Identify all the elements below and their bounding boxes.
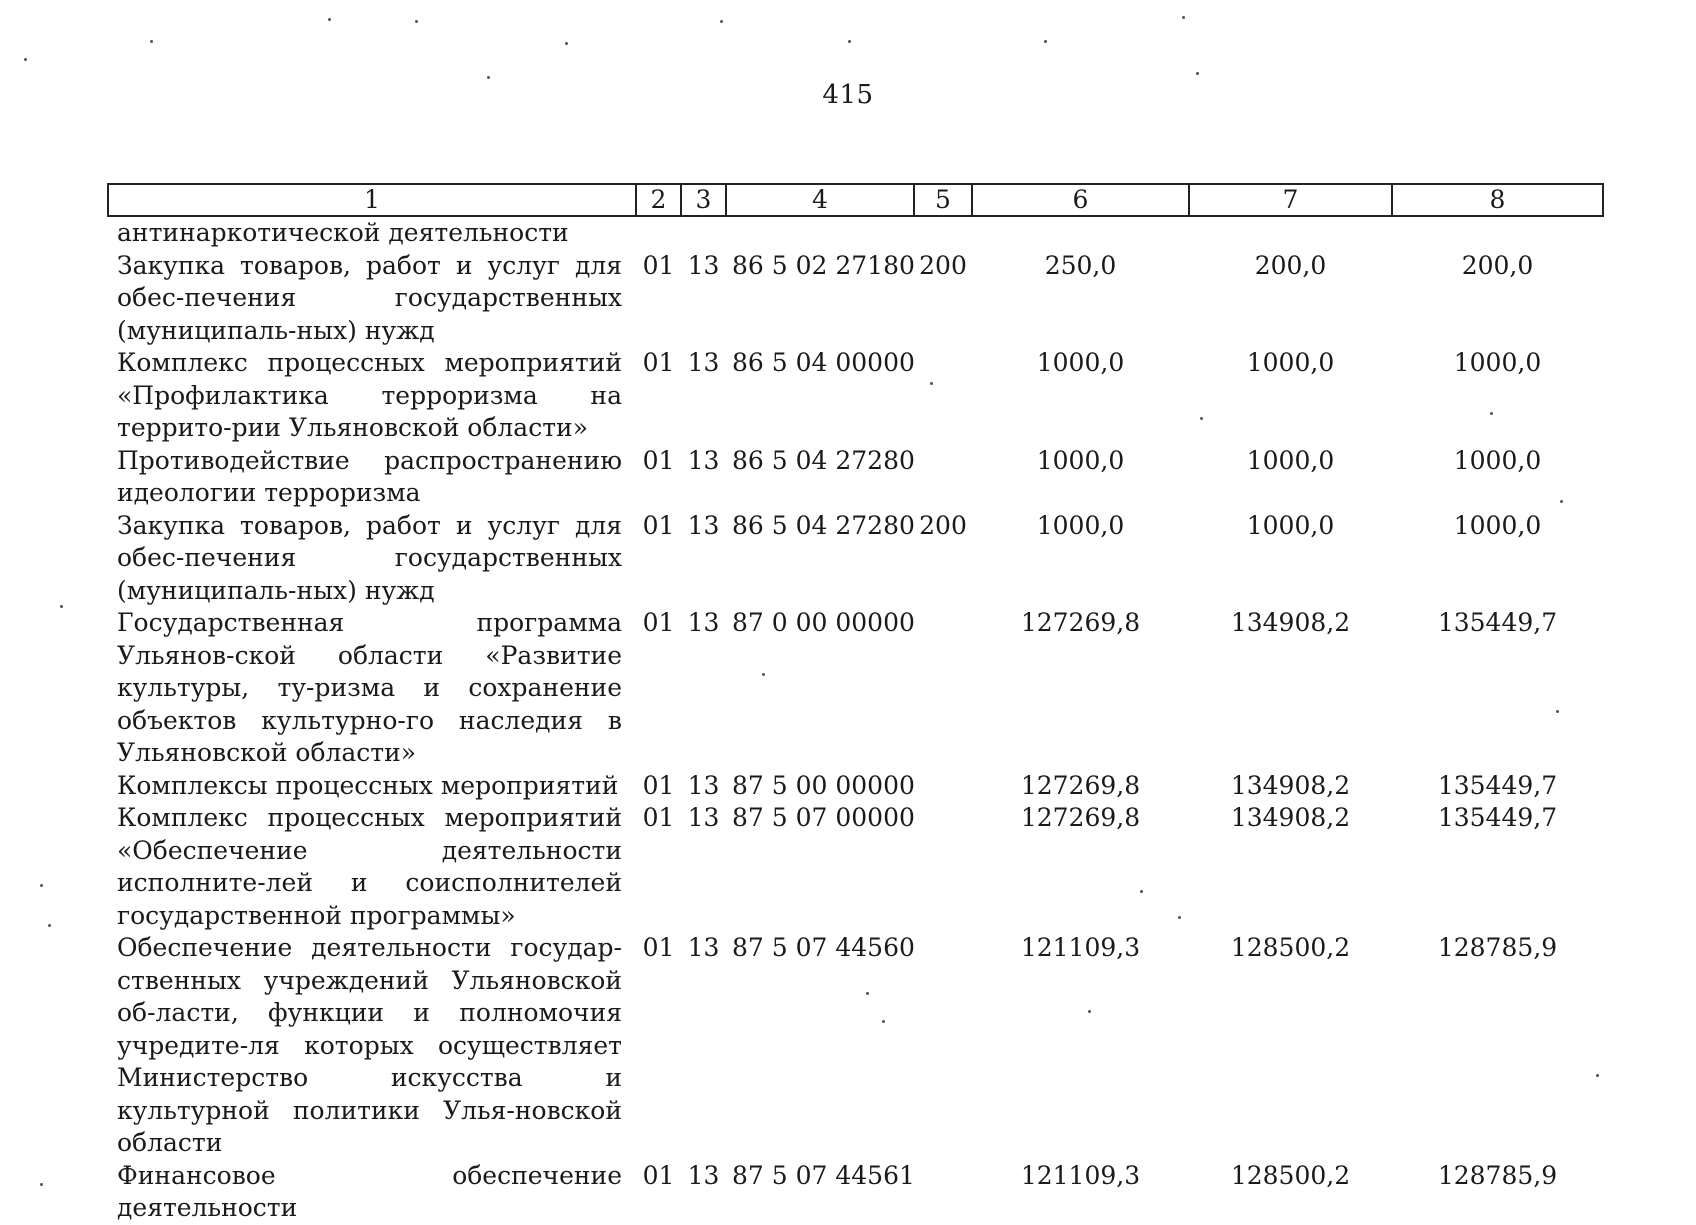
row-subsection: 13 xyxy=(687,933,720,962)
row-value-6: 127269,8 xyxy=(1020,803,1141,832)
scan-speck xyxy=(415,20,418,23)
row-value-6: 1000,0 xyxy=(1036,348,1125,377)
page-number: 415 xyxy=(822,80,874,110)
scan-speck xyxy=(1140,890,1143,893)
row-value-7: 1000,0 xyxy=(1246,348,1335,377)
scan-speck xyxy=(1200,417,1203,420)
table-row xyxy=(108,347,1603,445)
row-value-7: 128500,2 xyxy=(1230,933,1351,962)
row-subsection: 13 xyxy=(687,510,720,540)
row-expense-type xyxy=(914,607,972,770)
scan-speck xyxy=(24,58,27,61)
scan-speck xyxy=(1088,1010,1091,1013)
row-value-8: 135449,7 xyxy=(1437,770,1558,800)
row-value-7: 134908,2 xyxy=(1230,608,1351,637)
scan-speck xyxy=(1178,916,1181,919)
row-value-8: 135449,7 xyxy=(1437,608,1558,637)
table-row xyxy=(108,802,1603,932)
row-name: Комплексы процессных мероприятий xyxy=(117,770,619,800)
row-target-code xyxy=(726,216,914,250)
row-expense-type: 200 xyxy=(919,250,967,280)
scan-speck xyxy=(1596,1074,1599,1077)
scan-speck xyxy=(1556,710,1559,713)
row-subsection: 13 xyxy=(687,445,720,475)
row-expense-type xyxy=(914,1160,972,1225)
scan-speck xyxy=(565,42,568,45)
scan-speck xyxy=(720,20,723,23)
row-target-code: 86 5 04 27280 xyxy=(732,510,915,540)
scan-speck xyxy=(930,382,933,385)
row-value-6 xyxy=(972,216,1189,250)
table-row xyxy=(108,445,1603,510)
row-section xyxy=(636,216,681,250)
table-row xyxy=(108,216,1603,250)
row-value-7: 1000,0 xyxy=(1246,445,1335,475)
scan-speck xyxy=(1044,40,1047,43)
row-value-6: 121109,3 xyxy=(1020,1160,1141,1190)
row-name: Финансовое обеспечение деятельности xyxy=(117,1160,622,1222)
row-target-code: 87 5 07 00000 xyxy=(732,803,915,832)
header-col-4: 4 xyxy=(726,184,914,216)
scan-speck xyxy=(60,605,63,608)
row-target-code: 87 5 07 44561 xyxy=(732,1160,915,1190)
scan-speck xyxy=(1490,412,1493,415)
row-value-8 xyxy=(1392,216,1603,250)
row-subsection: 13 xyxy=(687,348,720,377)
row-expense-type xyxy=(914,445,972,510)
scan-speck xyxy=(150,40,153,43)
scan-speck xyxy=(762,673,765,676)
row-value-7: 134908,2 xyxy=(1230,803,1351,832)
scan-speck xyxy=(40,1183,43,1186)
header-col-7: 7 xyxy=(1189,184,1392,216)
row-value-6: 250,0 xyxy=(1044,250,1117,280)
row-value-7: 134908,2 xyxy=(1230,770,1351,800)
row-name: Комплекс процессных мероприятий «Профилактика терроризма на террито-рии Ульяновской области» xyxy=(117,348,622,442)
row-section: 01 xyxy=(642,933,675,962)
table-row xyxy=(108,932,1603,1160)
scan-speck xyxy=(882,1020,885,1023)
row-value-8: 135449,7 xyxy=(1437,803,1558,832)
row-expense-type: 200 xyxy=(919,510,967,540)
row-name: Комплекс процессных мероприятий «Обеспечение деятельности исполните-лей и соисполнителей государственной программы» xyxy=(117,803,622,930)
row-subsection xyxy=(681,216,726,250)
row-expense-type xyxy=(914,347,972,445)
row-value-6: 121109,3 xyxy=(1020,933,1141,962)
row-target-code: 87 0 00 00000 xyxy=(732,608,915,637)
row-section: 01 xyxy=(642,250,675,280)
header-col-5: 5 xyxy=(914,184,972,216)
row-value-6: 1000,0 xyxy=(1036,445,1125,475)
row-value-7: 200,0 xyxy=(1254,250,1327,280)
header-col-2: 2 xyxy=(636,184,681,216)
row-value-8: 1000,0 xyxy=(1453,510,1542,540)
row-value-8: 200,0 xyxy=(1461,250,1534,280)
scan-speck xyxy=(48,924,51,927)
row-value-8: 1000,0 xyxy=(1453,348,1542,377)
row-value-6: 1000,0 xyxy=(1036,510,1125,540)
row-target-code: 87 5 00 00000 xyxy=(732,770,915,800)
row-value-8: 1000,0 xyxy=(1453,445,1542,475)
row-target-code: 86 5 04 00000 xyxy=(732,348,915,377)
row-section: 01 xyxy=(642,1160,675,1190)
row-value-8: 128785,9 xyxy=(1437,933,1558,962)
row-section: 01 xyxy=(642,445,675,475)
scan-speck xyxy=(328,18,331,21)
header-col-6: 6 xyxy=(972,184,1189,216)
row-subsection: 13 xyxy=(687,770,720,800)
scan-speck xyxy=(848,40,851,43)
scan-speck xyxy=(1182,16,1185,19)
table-row xyxy=(108,607,1603,770)
row-value-6: 127269,8 xyxy=(1020,770,1141,800)
scan-speck xyxy=(866,992,869,995)
budget-table xyxy=(107,183,1604,1225)
row-name: Государственная программа Ульянов-ской области «Развитие культуры, ту-ризма и сохранение объектов культурно-го наследия в Ульяновской области» xyxy=(117,608,622,767)
scan-speck xyxy=(1196,72,1199,75)
row-section: 01 xyxy=(642,608,675,637)
row-expense-type xyxy=(914,216,972,250)
row-target-code: 86 5 04 27280 xyxy=(732,445,915,475)
row-value-7 xyxy=(1189,216,1392,250)
row-expense-type xyxy=(914,802,972,932)
header-row xyxy=(108,184,1603,216)
row-value-7: 128500,2 xyxy=(1230,1160,1351,1190)
row-expense-type xyxy=(914,932,972,1160)
header-col-3: 3 xyxy=(681,184,726,216)
table-row xyxy=(108,770,1603,803)
row-subsection: 13 xyxy=(687,803,720,832)
row-section: 01 xyxy=(642,803,675,832)
row-expense-type xyxy=(914,770,972,803)
row-subsection: 13 xyxy=(687,1160,720,1190)
row-section: 01 xyxy=(642,510,675,540)
header-col-8: 8 xyxy=(1392,184,1603,216)
row-name: антинаркотической деятельности xyxy=(117,218,569,247)
row-section: 01 xyxy=(642,348,675,377)
table-row xyxy=(108,250,1603,348)
row-name: Закупка товаров, работ и услуг для обес-печения государственных (муниципаль-ных) нужд xyxy=(117,250,622,345)
table-row xyxy=(108,1160,1603,1225)
table-row xyxy=(108,510,1603,608)
row-value-6: 127269,8 xyxy=(1020,608,1141,637)
row-subsection: 13 xyxy=(687,608,720,637)
row-subsection: 13 xyxy=(687,250,720,280)
scan-speck xyxy=(1560,500,1563,503)
row-name: Обеспечение деятельности государ-ственных учреждений Ульяновской об-ласти, функции и полномочия учредите-ля которых осуществляет Министерство искусства и культурной политики Улья-новской области xyxy=(117,933,622,1157)
row-section: 01 xyxy=(642,770,675,800)
row-value-8: 128785,9 xyxy=(1437,1160,1558,1190)
row-target-code: 86 5 02 27180 xyxy=(732,250,915,280)
scan-speck xyxy=(40,884,43,887)
scan-speck xyxy=(487,76,490,79)
row-target-code: 87 5 07 44560 xyxy=(732,933,915,962)
row-name: Закупка товаров, работ и услуг для обес-печения государственных (муниципаль-ных) нужд xyxy=(117,510,622,605)
row-value-7: 1000,0 xyxy=(1246,510,1335,540)
header-col-1: 1 xyxy=(108,184,636,216)
row-name: Противодействие распространению идеологии терроризма xyxy=(117,445,622,507)
